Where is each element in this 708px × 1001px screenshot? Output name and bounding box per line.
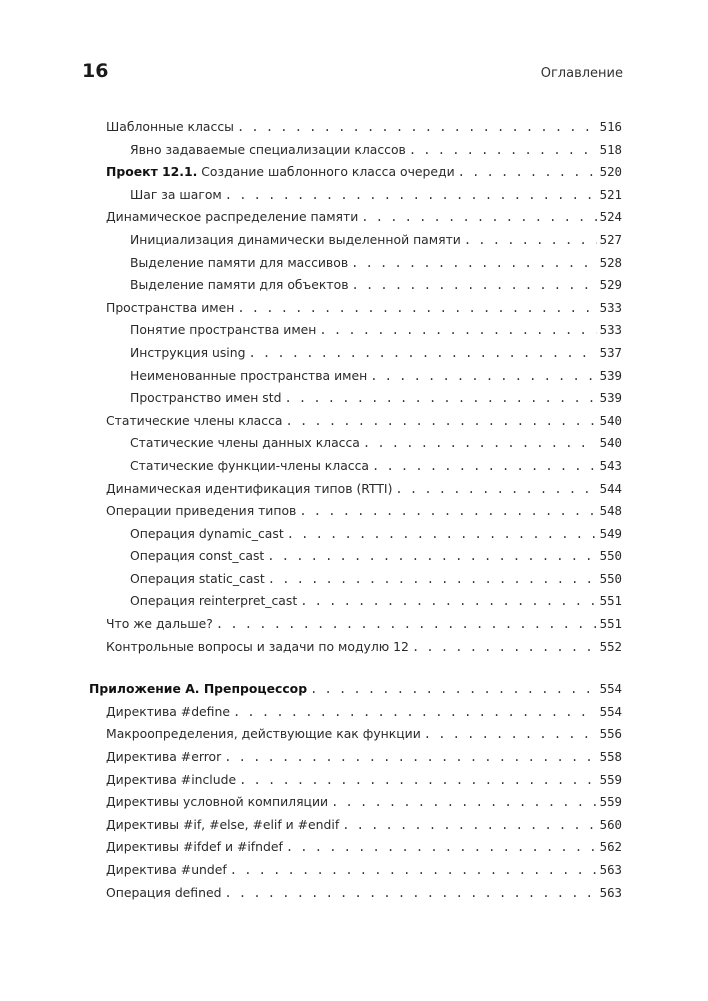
toc-entry-title: Статические члены класса	[106, 412, 283, 428]
toc-entry-title: Директива #include	[106, 771, 237, 787]
toc-entry-title: Выделение памяти для массивов	[130, 254, 349, 270]
toc-entry[interactable]	[106, 387, 622, 410]
dot-leader	[395, 478, 596, 501]
toc-entry-title: Статические члены данных класса	[130, 435, 360, 451]
toc-entry[interactable]	[106, 882, 622, 905]
toc-entry-title: Операция const_cast	[130, 548, 265, 564]
toc-entry-page: 551	[599, 616, 622, 632]
toc-entry-title: Операция reinterpret_cast	[130, 593, 298, 609]
dot-leader	[352, 274, 597, 297]
toc-entry-page: 524	[599, 209, 622, 225]
toc-entry-page: 554	[599, 681, 622, 697]
toc-entry-page: 550	[599, 548, 622, 564]
toc-entry[interactable]	[106, 636, 622, 659]
toc-entry[interactable]	[106, 252, 622, 275]
toc-entry-title: Директивы условной компиляции	[106, 794, 329, 810]
dot-leader	[224, 746, 596, 769]
toc-entry[interactable]	[106, 229, 622, 252]
dot-leader	[351, 252, 596, 275]
dot-leader	[230, 859, 597, 882]
project-label: Проект 12.1.	[106, 164, 198, 180]
toc-appendix-heading[interactable]	[89, 678, 622, 701]
toc-entry-page: 533	[599, 299, 622, 315]
toc-entry[interactable]	[106, 859, 622, 882]
dot-leader	[342, 814, 596, 837]
dot-leader	[286, 836, 597, 859]
dot-leader	[216, 613, 597, 636]
toc-entry[interactable]	[106, 274, 622, 297]
dot-leader	[233, 701, 597, 724]
toc-entry[interactable]	[106, 410, 622, 433]
toc-entry[interactable]	[106, 836, 622, 859]
dot-leader	[299, 500, 596, 523]
toc-entry-title: Директива #undef	[106, 862, 227, 877]
dot-leader	[458, 161, 597, 184]
toc-entry-title: Директива #define	[106, 703, 230, 719]
toc-entry-title: Директивы #if, #else, #elif и #endif	[106, 816, 340, 832]
toc-entry-title: Макроопределения, действующие как функции	[106, 726, 421, 742]
dot-leader	[319, 319, 596, 342]
section-gap	[106, 658, 622, 678]
toc-entry-page: 550	[599, 570, 622, 586]
toc-entry-title: Динамическая идентификация типов (RTTI)	[106, 480, 393, 496]
toc-entry-title	[106, 161, 455, 184]
toc-entry-title: Инструкция using	[130, 344, 246, 360]
dot-leader	[363, 432, 597, 455]
toc-entry-page: 533	[599, 322, 622, 338]
toc-entry-title: Шаблонные классы	[106, 119, 234, 134]
toc-entry-page: 516	[599, 119, 622, 134]
dot-leader	[412, 636, 597, 659]
toc-entry[interactable]	[106, 701, 622, 724]
toc-entry-title: Пространство имен std	[130, 390, 282, 406]
toc-entry-page: 558	[599, 749, 622, 765]
dot-leader	[224, 882, 596, 905]
appendix-title: Приложение А. Препроцессор	[89, 681, 308, 697]
toc-entry-page: 518	[599, 141, 622, 157]
dot-leader	[239, 769, 597, 792]
toc-entry-page: 556	[599, 726, 622, 742]
dot-leader	[464, 229, 597, 252]
dot-leader	[237, 116, 597, 139]
toc-entry[interactable]	[106, 814, 622, 837]
page-number: 16	[82, 60, 109, 82]
toc-entry-title: Статические функции-члены класса	[130, 457, 370, 473]
toc-entry-page: 563	[599, 862, 622, 877]
toc-entry[interactable]	[106, 791, 622, 814]
toc-entry-title: Контрольные вопросы и задачи по модулю 12	[106, 638, 409, 654]
toc-entry[interactable]	[106, 365, 622, 388]
dot-leader	[287, 523, 597, 546]
toc-entry[interactable]	[106, 723, 622, 746]
toc-entry-title: Пространства имен	[106, 299, 235, 315]
toc-entry[interactable]	[106, 342, 622, 365]
toc-entry-page: 548	[599, 503, 622, 519]
dot-leader	[409, 139, 597, 162]
dot-leader	[286, 410, 597, 433]
toc-entry-page: 527	[599, 231, 622, 247]
dot-leader	[424, 723, 597, 746]
dot-leader	[248, 342, 596, 365]
toc-entry-page: 559	[599, 794, 622, 810]
project-title: Создание шаблонного класса очереди	[197, 164, 455, 180]
running-title: Оглавление	[540, 66, 623, 81]
toc-entry[interactable]	[106, 613, 622, 636]
toc-entry-page: 528	[599, 254, 622, 270]
toc-entry[interactable]	[106, 568, 622, 591]
toc-entry-page: 554	[599, 703, 622, 719]
dot-leader	[310, 678, 597, 701]
dot-leader	[370, 365, 596, 388]
toc-entry-page: 540	[599, 435, 622, 451]
toc-entry-title: Выделение памяти для объектов	[130, 277, 349, 293]
dot-leader	[225, 184, 597, 207]
toc-entry-title: Неименованные пространства имен	[130, 367, 368, 383]
toc-entry[interactable]	[106, 455, 622, 478]
toc-entry-title: Шаг за шагом	[130, 186, 222, 202]
toc-entry[interactable]	[106, 590, 622, 613]
toc-entry[interactable]	[106, 116, 622, 139]
toc-entry-page: 540	[599, 412, 622, 428]
toc-entry[interactable]	[106, 432, 622, 455]
toc-entry-page: 552	[599, 638, 622, 654]
toc-entry-title: Директива #error	[106, 749, 222, 765]
toc-entry-title: Что же дальше?	[106, 616, 213, 632]
toc-entry-page: 539	[599, 367, 622, 383]
dot-leader	[331, 791, 597, 814]
toc-entry[interactable]	[106, 319, 622, 342]
dot-leader	[237, 297, 596, 320]
dot-leader	[300, 590, 596, 613]
toc-entry-project[interactable]	[106, 161, 622, 184]
dot-leader	[372, 455, 597, 478]
toc-entry[interactable]	[106, 206, 622, 229]
toc-entry[interactable]	[106, 139, 622, 162]
toc-entry-title: Динамическое распределение памяти	[106, 209, 359, 225]
toc-entry-page: 520	[599, 164, 622, 180]
toc-entry-title: Операция static_cast	[130, 570, 265, 586]
toc-entry-title: Инициализация динамически выделенной памяти	[130, 231, 461, 247]
toc-entry[interactable]	[106, 478, 622, 501]
toc-entry[interactable]	[106, 545, 622, 568]
toc-entry-page: 551	[599, 593, 622, 609]
toc-entry-title: Понятие пространства имен	[130, 322, 317, 338]
toc-entry-page: 544	[599, 480, 622, 496]
toc-entry[interactable]	[106, 769, 622, 792]
toc-entry-page: 543	[599, 457, 622, 473]
toc-entry[interactable]	[106, 746, 622, 769]
dot-leader	[268, 568, 597, 591]
toc-entry-title: Операция dynamic_cast	[130, 525, 284, 541]
toc-entry-title: Операция defined	[106, 884, 222, 900]
toc-entry-page: 539	[599, 390, 622, 406]
table-of-contents	[89, 116, 622, 904]
dot-leader	[267, 545, 596, 568]
toc-entry-page: 529	[599, 277, 622, 293]
dot-leader	[284, 387, 596, 410]
toc-entry-page: 562	[599, 839, 622, 855]
toc-entry-title: Операции приведения типов	[106, 503, 297, 519]
toc-entry-page: 563	[599, 884, 622, 900]
toc-entry-page: 537	[599, 344, 622, 360]
toc-entry-page: 559	[599, 771, 622, 787]
toc-entry[interactable]	[106, 523, 622, 546]
toc-entry[interactable]	[106, 297, 622, 320]
toc-entry-page: 521	[599, 186, 622, 202]
toc-entry[interactable]	[106, 184, 622, 207]
toc-entry-title: Директивы #ifdef и #ifndef	[106, 839, 283, 855]
dot-leader	[361, 206, 596, 229]
toc-entry-page: 549	[599, 525, 622, 541]
toc-entry-page: 560	[599, 816, 622, 832]
toc-entry-title: Явно задаваемые специализации классов	[130, 141, 406, 157]
toc-entry[interactable]	[106, 500, 622, 523]
